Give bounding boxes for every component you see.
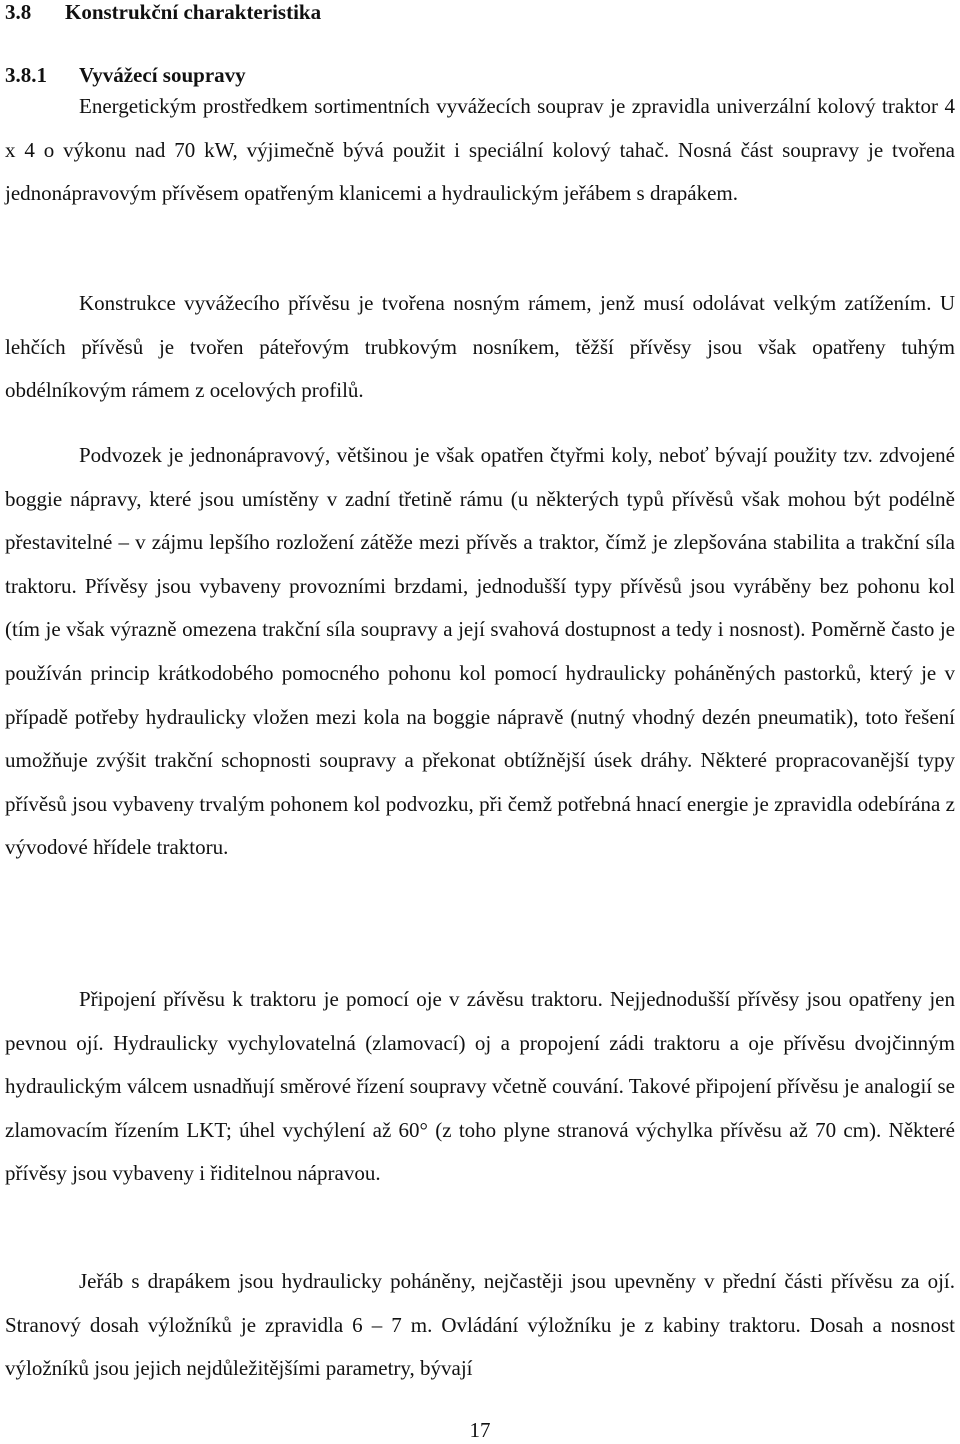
paragraph-hitch: Připojení přívěsu k traktoru je pomocí oje v závěsu traktoru. Nejjednodušší přívěsy jsou opatřeny jen pevnou ojí. Hydraulicky vychylovatelná (zlamovací) oj a propojení zádi traktoru a oje přívěsu dvojčinným hydraulickým válcem usnadňují směrové řízení soupravy včetně couvání. Takové připojení přívěsu je analogií se zlamovacím řízením LKT; úhel vychýlení až 60° (z toho plyne stranová výchylka přívěsu až 70 cm). Některé přívěsy jsou vybaveny i řiditelnou nápravou. [5,987,955,1186]
section-number: 3.8 [5,0,32,24]
section-heading [5,0,321,24]
paragraph-chassis: Podvozek je jednonápravový, většinou je však opatřen čtyřmi koly, neboť bývají použity tzv. zdvojené boggie nápravy, které jsou umístěny v zadní třetině rámu (u některých typů přívěsů však mohou být podélně přestavitelné – v zájmu lepšího rozložení zátěže mezi přívěs a traktor, čímž je zlepšována stabilita a trakční síla traktoru. Přívěsy jsou vybaveny provozními brzdami, jednodušší typy přívěsů jsou vyráběny bez pohonu kol (tím je však výrazně omezena trakční síla soupravy a její svahová dostupnost a tedy i nosnost). Poměrně často je používán princip krátkodobého pomocného pohonu kol pomocí hydraulicky poháněných pastorků, který je v případě potřeby hydraulicky vložen mezi kola na boggie nápravě (nutný vhodný dezén pneumatik), toto řešení umožňuje zvýšit trakční schopnosti soupravy a překonat obtížnější úsek dráhy. Některé propracovanější typy přívěsů jsou vybaveny trvalým pohonem kol podvozku, při čemž potřebná hnací energie je zpravidla odebírána z vývodové hřídele traktoru. [5,443,955,860]
section-title: Konstrukční charakteristika [65,0,322,24]
subsection-title: Vyvážecí soupravy [79,63,246,87]
page-number: 17 [469,1418,491,1442]
paragraph-crane: Jeřáb s drapákem jsou hydraulicky poháněny, nejčastěji jsou upevněny v přední části přívěsu za ojí. Stranový dosah výložníků je zpravidla 6 – 7 m. Ovládání výložníku je z kabiny traktoru. Dosah a nosnost výložníků jsou jejich nejdůležitějšími parametry, bývají [5,1269,955,1381]
subsection-heading [5,63,246,87]
subsection-number: 3.8.1 [5,63,47,87]
paragraph-trailer-frame: Konstrukce vyvážecího přívěsu je tvořena nosným rámem, jenž musí odolávat velkým zatížením. U lehčích přívěsů je tvořen páteřovým trubkovým nosníkem, těžší přívěsy jsou však opatřeny tuhým obdélníkovým rámem z ocelových profilů. [5,291,955,403]
paragraph-energy-source: Energetickým prostředkem sortimentních vyvážecích souprav je zpravidla univerzální kolový traktor 4 x 4 o výkonu nad 70 kW, výjimečně bývá použit i speciální kolový tahač. Nosná část soupravy je tvořena jednonápravovým přívěsem opatřeným klanicemi a hydraulickým jeřábem s drapákem. [5,94,955,206]
